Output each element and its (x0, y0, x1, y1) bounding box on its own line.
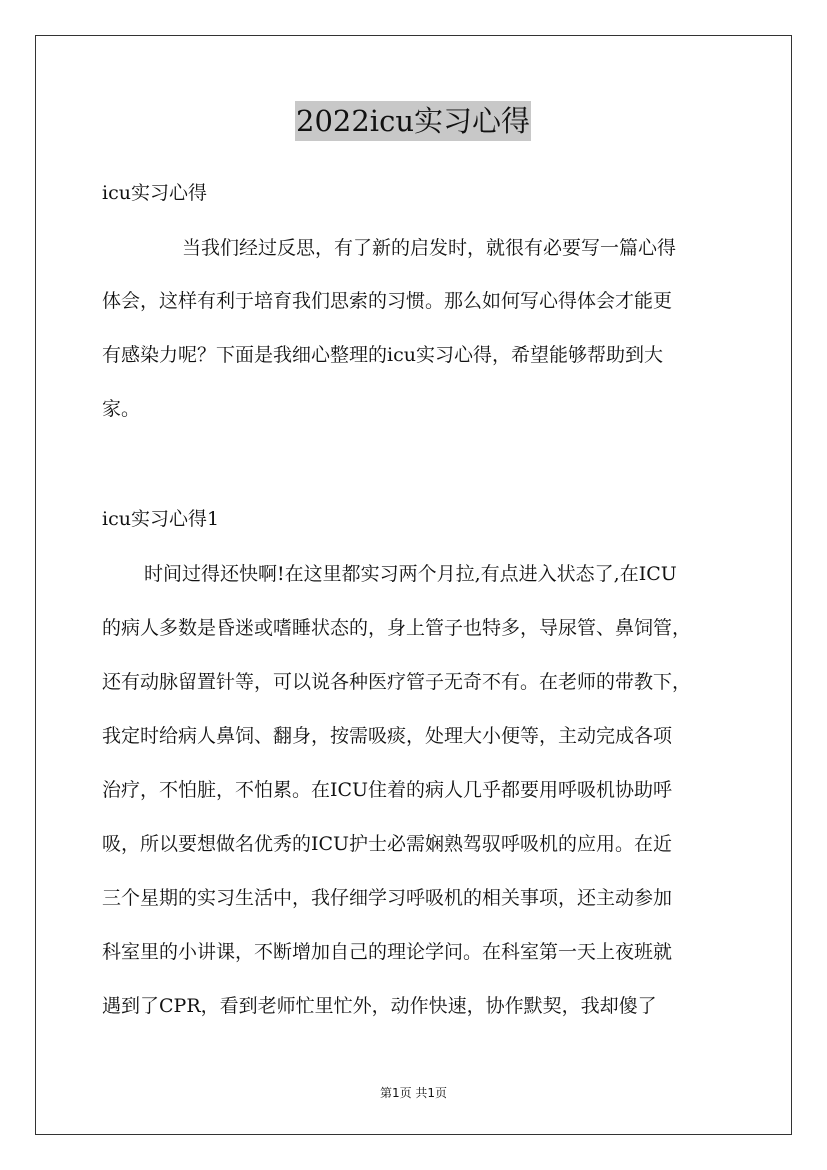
section-heading-intro: icu实习心得 (102, 182, 207, 204)
body-line: 时间过得还快啊!在这里都实习两个月拉,有点进入状态了,在ICU (144, 563, 677, 585)
body-line: 科室里的小讲课，不断增加自己的理论学问。在科室第一天上夜班就 (102, 941, 673, 963)
body-line: 还有动脉留置针等，可以说各种医疗管子无奇不有。在老师的带教下， (102, 671, 692, 693)
intro-line: 当我们经过反思，有了新的启发时，就很有必要写一篇心得 (182, 237, 677, 259)
intro-line: 体会，这样有利于培育我们思索的习惯。那么如何写心得体会才能更 (102, 290, 673, 312)
intro-line: 家。 (102, 398, 141, 420)
body-line: 吸，所以要想做名优秀的ICU护士必需娴熟驾驭呼吸机的应用。在近 (102, 833, 673, 855)
section-heading-1: icu实习心得1 (102, 508, 220, 530)
body-line: 治疗，不怕脏，不怕累。在ICU住着的病人几乎都要用呼吸机协助呼 (102, 779, 673, 801)
document-title: 2022icu实习心得 (295, 101, 531, 141)
intro-line: 有感染力呢？下面是我细心整理的icu实习心得，希望能够帮助到大 (102, 344, 663, 366)
body-line: 我定时给病人鼻饲、翻身，按需吸痰，处理大小便等，主动完成各项 (102, 725, 673, 747)
body-line: 三个星期的实习生活中，我仔细学习呼吸机的相关事项，还主动参加 (102, 887, 673, 909)
body-line: 的病人多数是昏迷或嗜睡状态的，身上管子也特多，导尿管、鼻饲管， (102, 617, 692, 639)
body-line: 遇到了CPR，看到老师忙里忙外，动作快速，协作默契，我却傻了 (102, 995, 657, 1017)
page-footer: 第1页 共1页 (379, 1086, 448, 1100)
